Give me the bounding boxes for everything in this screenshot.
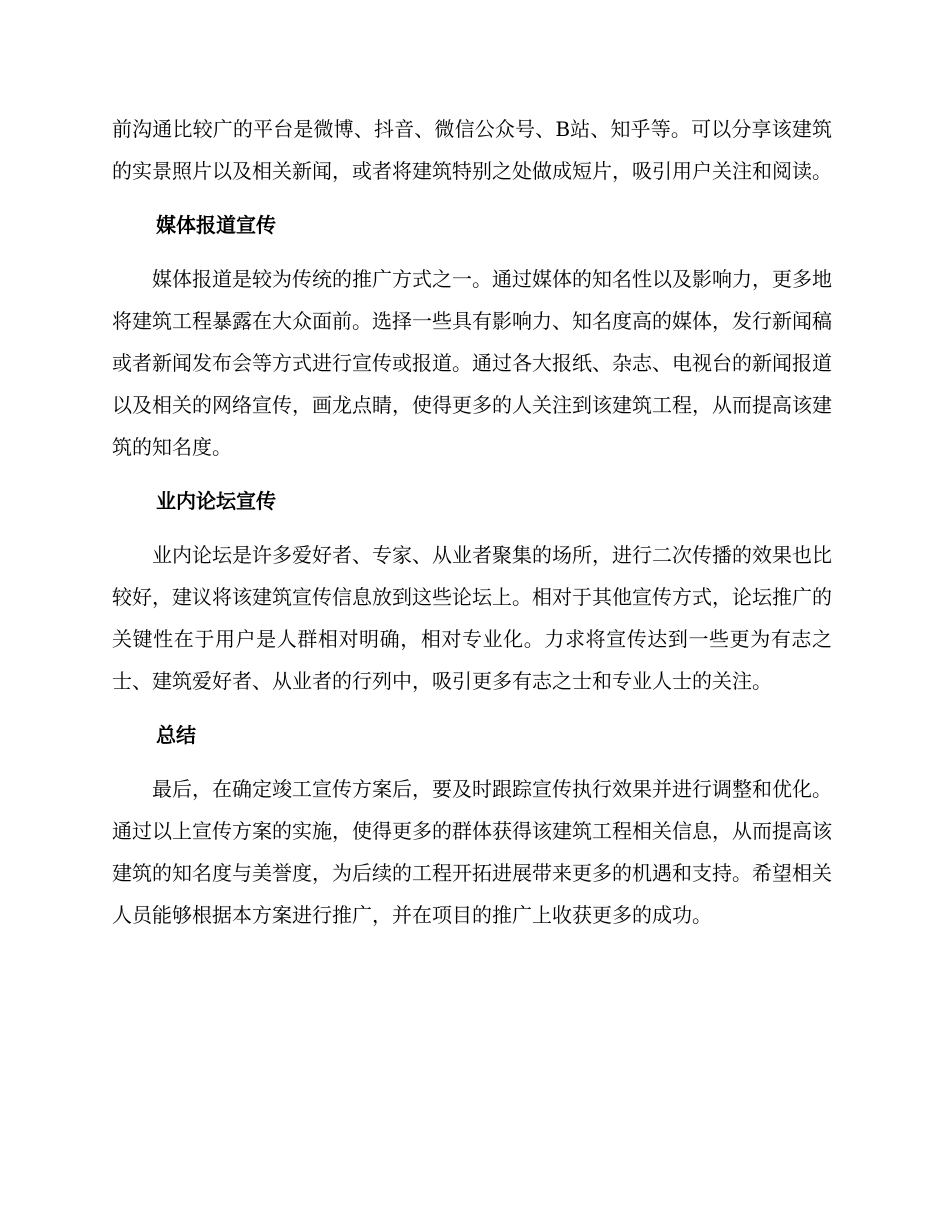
media-section-heading: 媒体报道宣传 [156, 213, 276, 237]
forum-section-heading: 业内论坛宣传 [156, 489, 276, 513]
document-body [112, 108, 832, 948]
summary-section-heading: 总结 [156, 723, 196, 747]
intro-paragraph: 前沟通比较广的平台是微博、抖音、微信公众号、B站、知乎等。可以分享该建筑的实景照片以及相关新闻，或者将建筑特别之处做成短片，吸引用户关注和阅读。 [112, 117, 832, 183]
media-section-paragraph: 媒体报道是较为传统的推广方式之一。通过媒体的知名性以及影响力，更多地将建筑工程暴露在大众面前。选择一些具有影响力、知名度高的媒体，发行新闻稿或者新闻发布会等方式进行宣传或报道。通过各大报纸、杂志、电视台的新闻报道以及相关的网络宣传，画龙点睛，使得更多的人关注到该建筑工程，从而提高该建筑的知名度。 [112, 267, 832, 459]
forum-section-paragraph: 业内论坛是许多爱好者、专家、从业者聚集的场所，进行二次传播的效果也比较好，建议将该建筑宣传信息放到这些论坛上。相对于其他宣传方式，论坛推广的关键性在于用户是人群相对明确，相对专业化。力求将宣传达到一些更为有志之士、建筑爱好者、从业者的行列中，吸引更多有志之士和专业人士的关注。 [112, 543, 832, 693]
summary-section-paragraph: 最后，在确定竣工宣传方案后，要及时跟踪宣传执行效果并进行调整和优化。通过以上宣传方案的实施，使得更多的群体获得该建筑工程相关信息，从而提高该建筑的知名度与美誉度，为后续的工程开拓进展带来更多的机遇和支持。希望相关人员能够根据本方案进行推广，并在项目的推广上收获更多的成功。 [112, 777, 832, 927]
